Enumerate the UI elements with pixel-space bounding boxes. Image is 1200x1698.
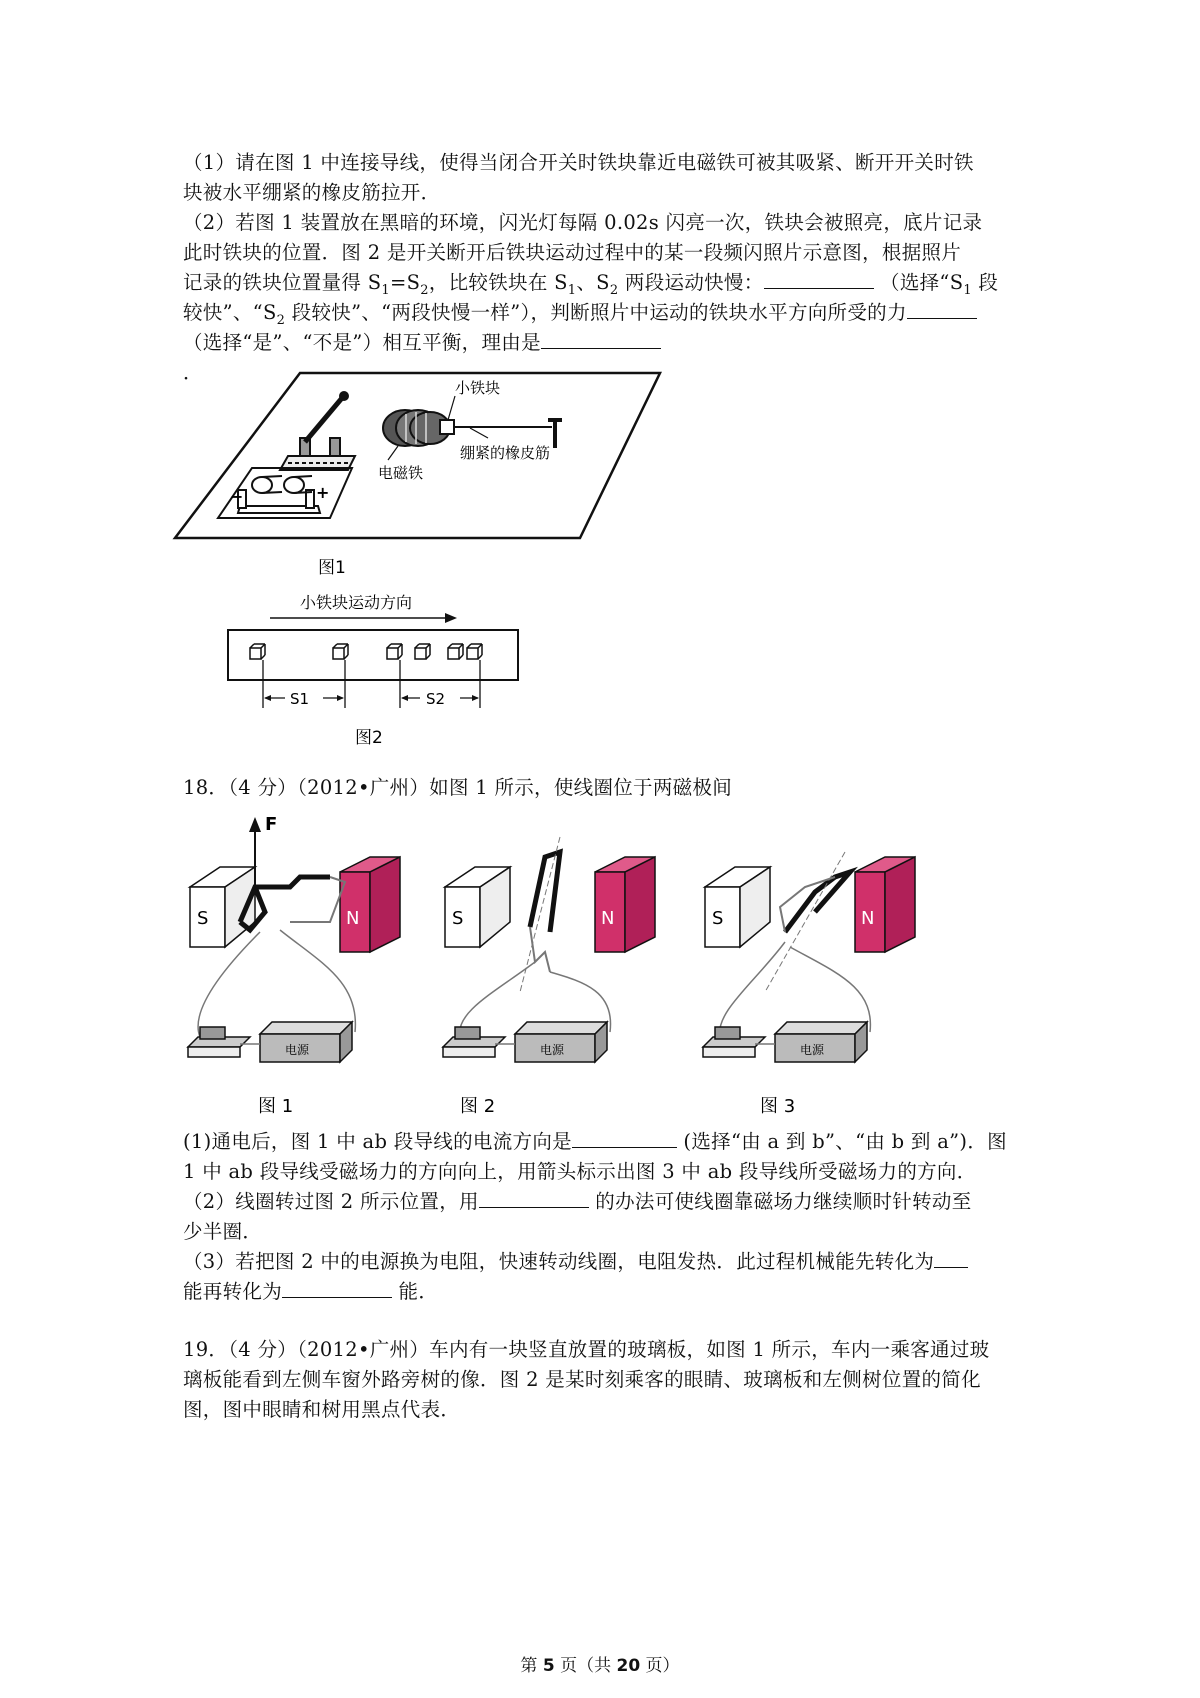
q18-part1-line2: 1 中 ab 段导线受磁场力的方向向上，用箭头标示出图 3 中 ab 段导线所受磁场力的方向． <box>183 1160 977 1183</box>
subscript: 2 <box>609 282 619 298</box>
q18-figure2 <box>443 837 655 1117</box>
switch-icon <box>188 1027 250 1057</box>
answer-blank[interactable] <box>282 1277 392 1298</box>
footer-text: 页） <box>640 1656 680 1676</box>
q18-part3-line2 <box>183 1277 438 1307</box>
q17-figure1 <box>170 368 670 588</box>
pole-n-label: N <box>346 908 360 929</box>
subscript: 1 <box>567 282 577 298</box>
answer-blank[interactable] <box>934 1247 968 1268</box>
iron-block <box>440 420 454 434</box>
switch-icon <box>443 1027 505 1057</box>
text-run: (1)通电后，图 1 中 ab 段导线的电流方向是 <box>183 1130 572 1153</box>
q17-part1-line1: （1）请在图 1 中连接导线，使得当闭合开关时铁块靠近电磁铁可被其吸紧、断开开关时铁 <box>183 151 974 174</box>
page-footer <box>0 1651 1200 1676</box>
text-run: （2）线圈转过图 2 所示位置，用 <box>183 1190 479 1213</box>
q17-part1-line2: 块被水平绷紧的橡皮筋拉开． <box>183 181 441 204</box>
power-label: 电源 <box>800 1043 825 1057</box>
text-run: 、S <box>576 271 610 294</box>
q18-figures <box>180 812 1020 1117</box>
q18-part2-line1 <box>183 1187 972 1217</box>
subscript: 1 <box>963 282 972 298</box>
pole-s-label: S <box>452 908 464 929</box>
subscript: 2 <box>276 312 286 328</box>
subscript: 1 <box>381 282 390 298</box>
q18-figure3 <box>703 852 915 1117</box>
text-run: 较快”、“S <box>183 301 277 324</box>
q19-line3: 图，图中眼睛和树用黑点代表． <box>183 1398 461 1421</box>
text-run: （选择“S <box>873 271 964 294</box>
pole-s-label: S <box>197 908 209 929</box>
electromagnet-icon <box>383 410 454 446</box>
q17-part2-line5 <box>183 328 661 358</box>
page-number: 5 <box>542 1656 555 1676</box>
subscript: 2 <box>420 282 429 298</box>
q17-figure2 <box>175 588 575 748</box>
label-iron-block: 小铁块 <box>455 379 501 397</box>
text-run: 两段运动快慢： <box>618 271 764 294</box>
footer-text: 页（共 <box>554 1656 617 1676</box>
q19-line2: 璃板能看到左侧车窗外路旁树的像．图 2 是某时刻乘客的眼睛、玻璃板和左侧树位置的简化 <box>183 1368 981 1391</box>
q17-dot: ． <box>183 361 203 384</box>
power-supply-icon <box>515 1022 607 1062</box>
text-run: 能． <box>392 1280 439 1303</box>
text-run: 能再转化为 <box>183 1280 283 1303</box>
switch-icon <box>703 1027 765 1057</box>
q18-heading: 18．（4 分）（2012•广州）如图 1 所示，使线圈位于两磁极间 <box>183 776 733 799</box>
label-electromagnet: 电磁铁 <box>378 464 424 482</box>
q18-part2-line2: 少半圈． <box>183 1220 263 1243</box>
q18-part3-line1 <box>183 1247 968 1277</box>
text-run: 记录的铁块位置量得 S <box>183 271 382 294</box>
figure2-caption: 图2 <box>355 728 383 748</box>
text-run: ，比较铁块在 S <box>428 271 568 294</box>
power-label: 电源 <box>285 1043 310 1057</box>
power-supply-icon <box>775 1022 867 1062</box>
q17-part2-line1: （2）若图 1 装置放在黑暗的环境，闪光灯每隔 0.02s 闪亮一次，铁块会被照亮，底片记录 <box>183 211 983 234</box>
label-rubber-band: 绷紧的橡皮筋 <box>460 444 551 462</box>
text-run: （3）若把图 2 中的电源换为电阻，快速转动线圈，电阻发热．此过程机械能先转化为 <box>183 1250 935 1273</box>
answer-blank[interactable] <box>541 328 661 349</box>
figure3-caption: 图 3 <box>760 1096 796 1117</box>
figure1-caption: 图 1 <box>258 1096 294 1117</box>
power-label: 电源 <box>540 1043 565 1057</box>
answer-blank[interactable] <box>764 268 874 289</box>
text-run: （选择“是”、“不是”）相互平衡，理由是 <box>183 331 541 354</box>
battery-plus-label: + <box>316 483 330 502</box>
q18-part1-line1 <box>183 1127 1007 1157</box>
battery-minus-label: − <box>230 487 244 506</box>
q19-line1: 19．（4 分）（2012•广州）车内有一块竖直放置的玻璃板，如图 1 所示，车内一乘客通过玻 <box>183 1338 990 1361</box>
q18-figure1 <box>188 814 400 1117</box>
q17-part2-line2: 此时铁块的位置．图 2 是开关断开后铁块运动过程中的某一段频闪照片示意图，根据照片 <box>183 241 962 264</box>
pole-n-label: N <box>601 908 615 929</box>
answer-blank[interactable] <box>907 298 977 319</box>
footer-text: 第 <box>520 1656 543 1676</box>
text-run: 段较快”、“两段快慢一样”），判断照片中运动的铁块水平方向所受的力 <box>285 301 907 324</box>
figure2-caption: 图 2 <box>460 1096 496 1117</box>
text-run: (选择“由 a 到 b”、“由 b 到 a”)．图 <box>676 1130 1007 1153</box>
answer-blank[interactable] <box>572 1127 677 1148</box>
force-label: F <box>265 814 278 835</box>
motion-direction-label: 小铁块运动方向 <box>300 593 413 612</box>
text-run: 段 <box>971 271 999 294</box>
total-pages: 20 <box>616 1656 641 1676</box>
pole-s-label: S <box>712 908 724 929</box>
label-s2: S2 <box>426 690 446 708</box>
text-run: 的办法可使线圈靠磁场力继续顺时针转动至 <box>588 1190 972 1213</box>
answer-blank[interactable] <box>479 1187 589 1208</box>
label-s1: S1 <box>290 690 310 708</box>
pole-n-label: N <box>861 908 875 929</box>
figure1-caption: 图1 <box>318 558 346 578</box>
text-run: =S <box>389 271 421 294</box>
power-supply-icon <box>260 1022 352 1062</box>
